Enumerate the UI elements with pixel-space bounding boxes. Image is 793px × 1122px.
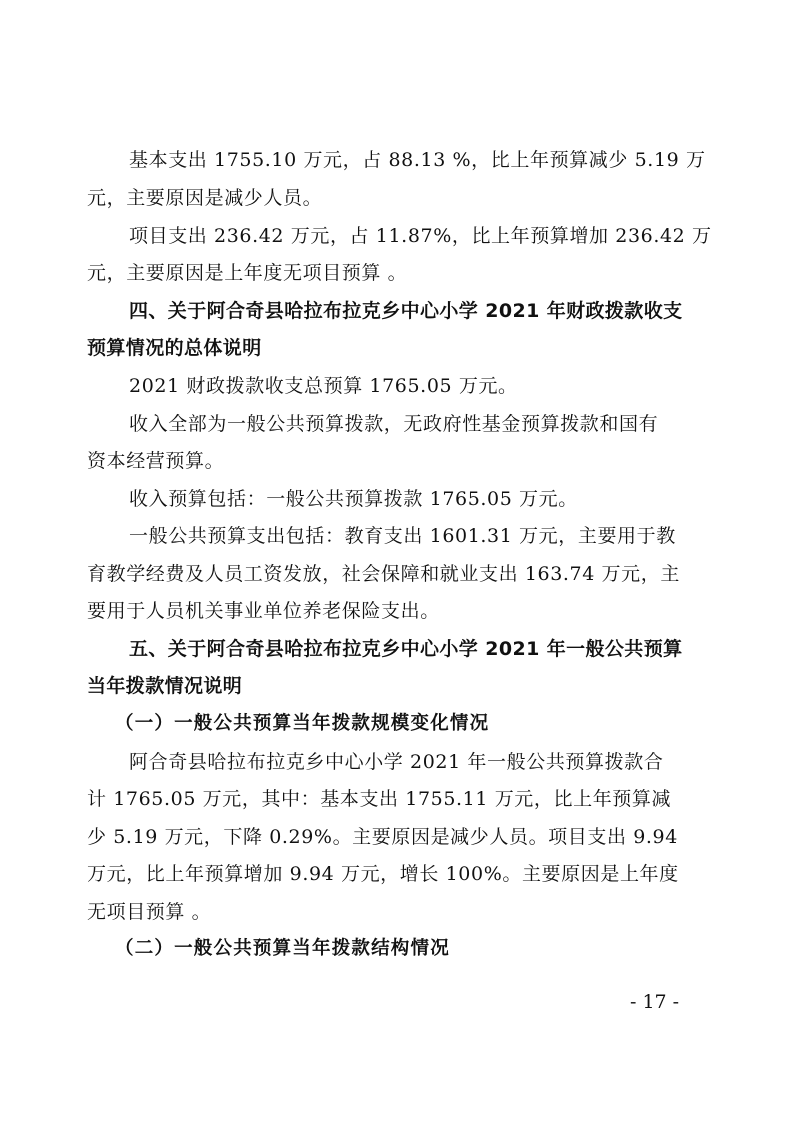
paragraph-income-composition-line-2: 资本经营预算。: [87, 450, 225, 472]
paragraph-general-expenditure-line-1: 一般公共预算支出包括：教育支出 1601.31 万元，主要用于教: [129, 525, 676, 547]
page-number: - 17 -: [630, 991, 680, 1013]
paragraph-income-composition-line-1: 收入全部为一般公共预算拨款，无政府性基金预算拨款和国有: [129, 413, 659, 435]
paragraph-total-budget: 2021 财政拨款收支总预算 1765.05 万元。: [129, 375, 518, 397]
subsection-2-heading: （二）一般公共预算当年拨款结构情况: [115, 938, 450, 959]
paragraph-general-expenditure-line-2: 育教学经费及人员工资发放，社会保障和就业支出 163.74 万元，主: [87, 563, 680, 585]
paragraph-appropriation-scale-line-2: 计 1765.05 万元，其中：基本支出 1755.11 万元，比上年预算减: [87, 788, 672, 810]
paragraph-appropriation-scale-line-4: 万元，比上年预算增加 9.94 万元，增长 100%。主要原因是上年度: [87, 863, 679, 885]
paragraph-basic-expenditure-line-2: 元，主要原因是减少人员。: [87, 187, 323, 209]
paragraph-income-budget: 收入预算包括：一般公共预算拨款 1765.05 万元。: [129, 488, 578, 510]
section-5-heading-line-1: 五、关于阿合奇县哈拉布拉克乡中心小学 2021 年一般公共预算: [129, 638, 683, 660]
section-4-heading-line-1: 四、关于阿合奇县哈拉布拉克乡中心小学 2021 年财政拨款收支: [129, 300, 683, 322]
paragraph-basic-expenditure-line-1: 基本支出 1755.10 万元，占 88.13 %，比上年预算减少 5.19 万: [129, 149, 706, 171]
subsection-1-heading: （一）一般公共预算当年拨款规模变化情况: [115, 713, 490, 734]
paragraph-project-expenditure-line-1: 项目支出 236.42 万元，占 11.87%，比上年预算增加 236.42 万: [129, 225, 712, 247]
paragraph-general-expenditure-line-3: 要用于人员机关事业单位养老保险支出。: [87, 600, 440, 622]
paragraph-appropriation-scale-line-3: 少 5.19 万元，下降 0.29%。主要原因是减少人员。项目支出 9.94: [87, 826, 678, 848]
paragraph-appropriation-scale-line-1: 阿合奇县哈拉布拉克乡中心小学 2021 年一般公共预算拨款合: [129, 751, 664, 773]
section-5-heading-line-2: 当年拨款情况说明: [87, 675, 243, 697]
section-4-heading-line-2: 预算情况的总体说明: [87, 337, 262, 359]
paragraph-appropriation-scale-line-5: 无项目预算 。: [87, 901, 212, 923]
paragraph-project-expenditure-line-2: 元，主要原因是上年度无项目预算 。: [87, 262, 408, 284]
